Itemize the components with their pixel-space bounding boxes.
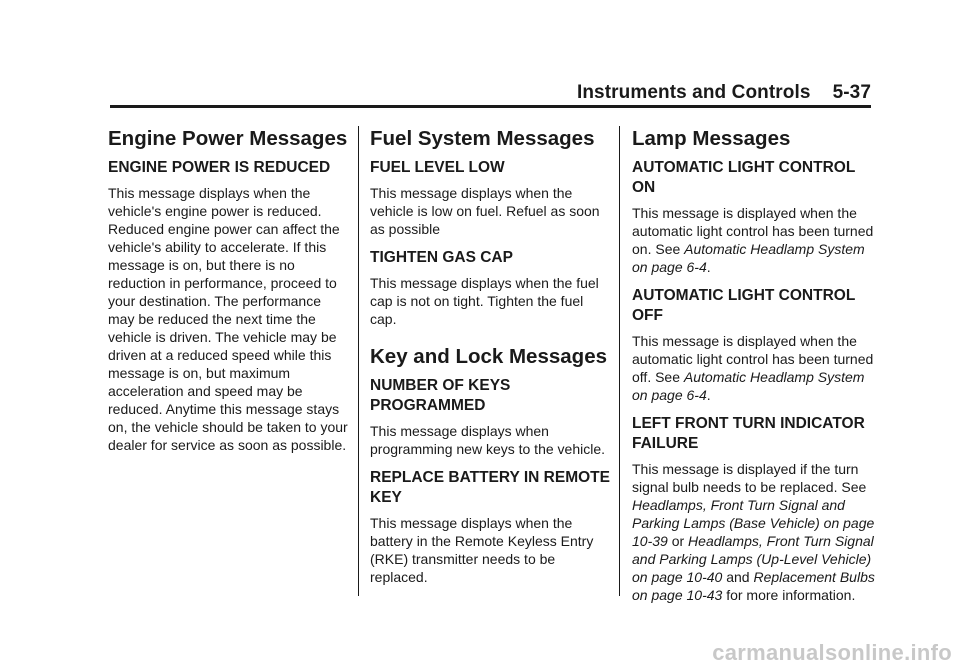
column-1	[108, 126, 348, 464]
header-title: Instruments and Controls	[576, 82, 811, 103]
body-engine-power-reduced: This message displays when the vehicle's engine power is reduced. Reduced engine power can affect the vehicle's ability to accelerate. If this message is on, but there is no reduction in performance, proceed to your destination. The performance may be reduced the next time the vehicle is driven. The vehicle may be driven at a reduced speed while this message is on, but maximum acceleration and speed may be reduced. Anytime this message stays on, the vehicle should be taken to your dealer for service as soon as possible.	[108, 185, 348, 453]
cross-reference-link: Automatic Headlamp System on page 6-4	[632, 369, 865, 403]
header-rule	[110, 105, 871, 108]
column-3	[632, 126, 877, 614]
page-header	[110, 80, 871, 104]
body-auto-light-on: This message is displayed when the automatic light control has been turned on. See Automatic Headlamp System on page 6-4.	[632, 205, 874, 275]
body-left-front-turn: This message is displayed if the turn signal bulb needs to be replaced. See Headlamps, Front Turn Signal and Parking Lamps (Base Vehicle) on page 10-39 or Headlamps, Front Turn Signal and Parking Lamps (Up-Level Vehicle) on page 10-40 and Replacement Bulbs on page 10-43 for more information.	[632, 461, 875, 603]
section-title-fuel-system: Fuel System Messages	[370, 127, 595, 150]
cross-reference-link: Replacement Bulbs on page 10-43	[632, 569, 875, 603]
subhead-auto-light-off: AUTOMATIC LIGHT CONTROL OFF	[632, 287, 856, 324]
column-divider-2	[619, 126, 620, 596]
body-fuel-level-low: This message displays when the vehicle is low on fuel. Refuel as soon as possible	[370, 185, 600, 237]
body-replace-battery: This message displays when the battery in the Remote Keyless Entry (RKE) transmitter needs to be replaced.	[370, 515, 594, 585]
cross-reference-link: Headlamps, Front Turn Signal and Parking Lamps (Up-Level Vehicle) on page 10-40	[632, 533, 874, 585]
body-tighten-gas-cap: This message displays when the fuel cap is not on tight. Tighten the fuel cap.	[370, 275, 599, 327]
subhead-replace-battery: REPLACE BATTERY IN REMOTE KEY	[370, 469, 610, 506]
section-title-lamp: Lamp Messages	[632, 127, 791, 150]
section-title-key-lock: Key and Lock Messages	[370, 345, 607, 368]
body-auto-light-off: This message is displayed when the automatic light control has been turned off. See Automatic Headlamp System on page 6-4.	[632, 333, 874, 403]
watermark: carmanualsonline.info	[712, 640, 952, 665]
subhead-auto-light-on: AUTOMATIC LIGHT CONTROL ON	[632, 159, 856, 196]
subhead-fuel-level-low: FUEL LEVEL LOW	[370, 159, 505, 176]
column-divider-1	[358, 126, 359, 596]
column-2	[370, 126, 610, 596]
subhead-engine-power-reduced: ENGINE POWER IS REDUCED	[108, 159, 331, 176]
page-number: 5-37	[832, 82, 871, 103]
body-number-of-keys: This message displays when programming new keys to the vehicle.	[370, 423, 605, 457]
cross-reference-link: Automatic Headlamp System on page 6-4	[632, 241, 865, 275]
cross-reference-link: Headlamps, Front Turn Signal and Parking Lamps (Base Vehicle) on page 10-39	[632, 497, 875, 549]
section-title-engine-power: Engine Power Messages	[108, 127, 348, 150]
subhead-number-of-keys: NUMBER OF KEYS PROGRAMMED	[370, 377, 511, 414]
subhead-left-front-turn: LEFT FRONT TURN INDICATOR FAILURE	[632, 415, 865, 452]
subhead-tighten-gas-cap: TIGHTEN GAS CAP	[370, 249, 513, 266]
